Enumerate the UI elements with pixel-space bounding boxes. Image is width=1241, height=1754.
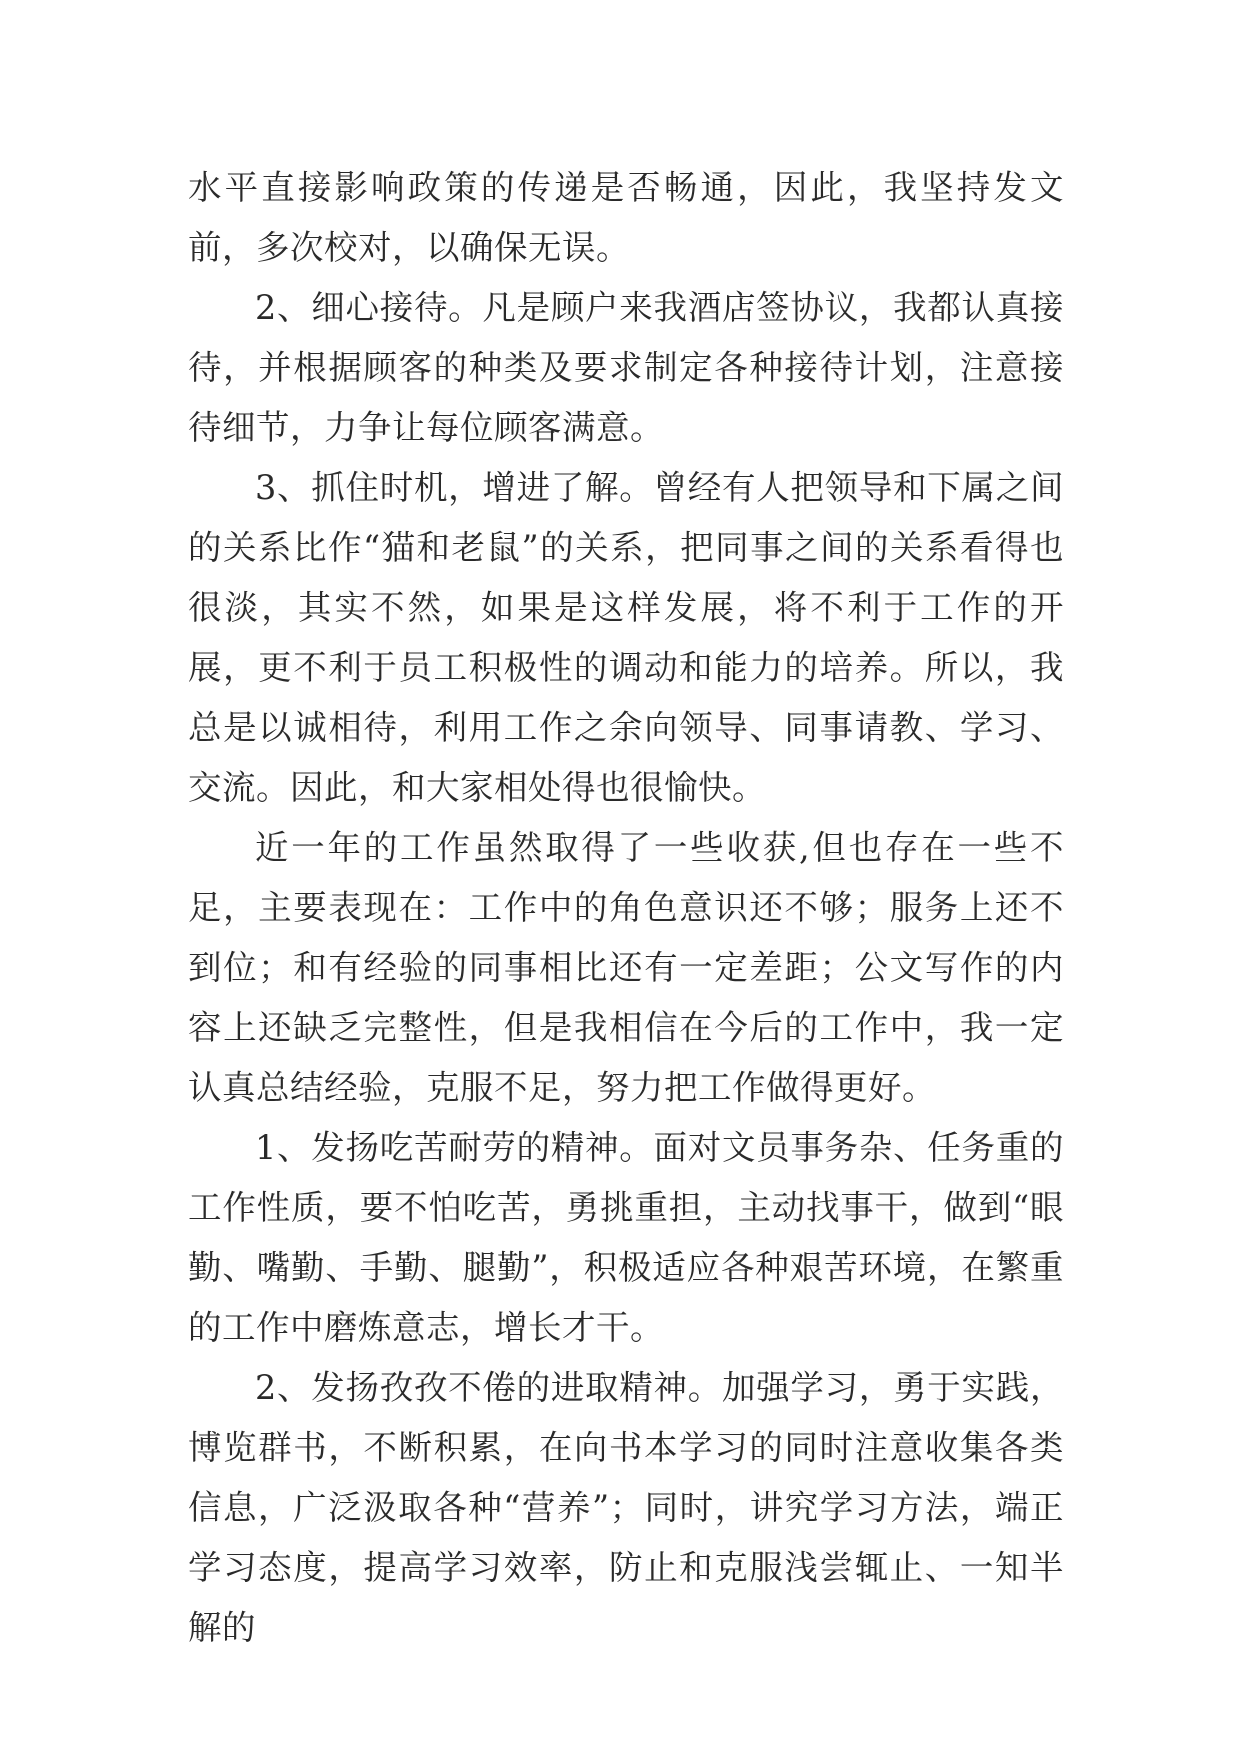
paragraph: 2、发扬孜孜不倦的进取精神。加强学习，勇于实践，博览群书，不断积累，在向书本学习的同时注意收集各类信息，广泛汲取各种“营养”；同时，讲究学习方法，端正学习态度，提高学习效率，防止和克服浅尝辄止、一知半解的	[188, 1368, 1064, 1647]
paragraph: 3、抓住时机，增进了解。曾经有人把领导和下属之间的关系比作“猫和老鼠”的关系，把同事之间的关系看得也很淡，其实不然，如果是这样发展，将不利于工作的开展，更不利于员工积极性的调动和能力的培养。所以，我总是以诚相待，利用工作之余向领导、同事请教、学习、交流。因此，和大家相处得也很愉快。	[188, 468, 1064, 807]
paragraph: 水平直接影响政策的传递是否畅通，因此，我坚持发文前，多次校对，以确保无误。	[188, 168, 1064, 267]
document-body	[188, 158, 1064, 1658]
paragraph: 近一年的工作虽然取得了一些收获,但也存在一些不足，主要表现在：工作中的角色意识还不够；服务上还不到位；和有经验的同事相比还有一定差距；公文写作的内容上还缺乏完整性，但是我相信在今后的工作中，我一定认真总结经验，克服不足，努力把工作做得更好。	[188, 828, 1064, 1107]
paragraph: 1、发扬吃苦耐劳的精神。面对文员事务杂、任务重的工作性质，要不怕吃苦，勇挑重担，主动找事干，做到“眼勤、嘴勤、手勤、腿勤”，积极适应各种艰苦环境，在繁重的工作中磨炼意志，增长才干。	[188, 1128, 1064, 1347]
paragraph: 2、细心接待。凡是顾户来我酒店签协议，我都认真接待，并根据顾客的种类及要求制定各种接待计划，注意接待细节，力争让每位顾客满意。	[188, 288, 1064, 447]
